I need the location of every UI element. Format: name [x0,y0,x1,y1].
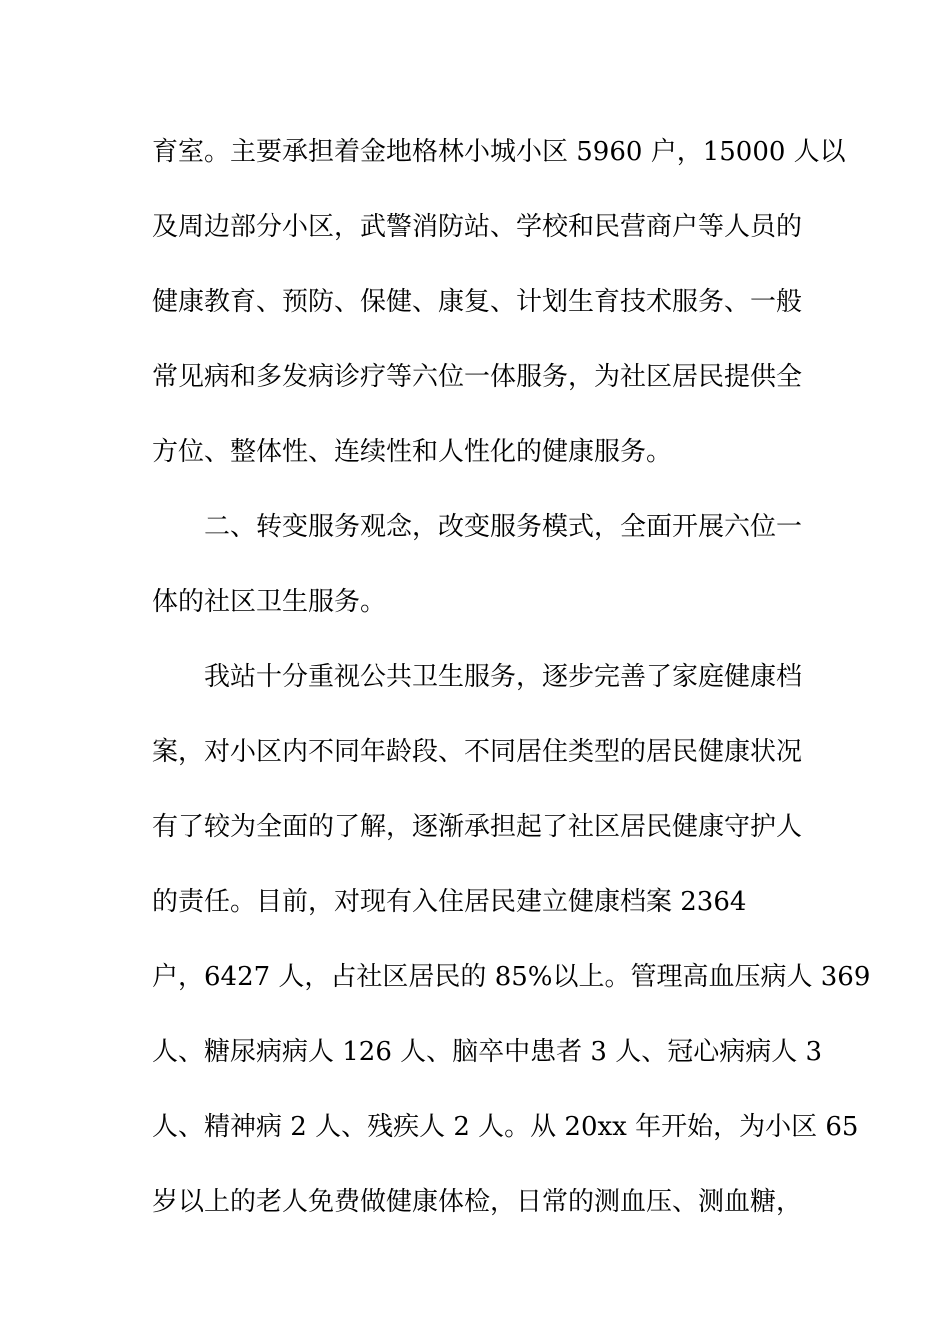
text-line: 及周边部分小区，武警消防站、学校和民营商户等人员的 [152,212,803,242]
text-line: 我站十分重视公共卫生服务，逐步完善了家庭健康档 [204,662,803,692]
text-line: 的责任。目前，对现有入住居民建立健康档案 2364 [152,887,747,917]
text-line: 育室。主要承担着金地格林小城小区 5960 户，15000 人以 [152,137,846,167]
section-heading-line: 二、转变服务观念，改变服务模式，全面开展六位一 [204,512,803,542]
text-line: 人、精神病 2 人、残疾人 2 人。从 20xx 年开始，为小区 65 [152,1112,859,1142]
section-heading-line: 体的社区卫生服务。 [152,587,387,617]
text-line: 健康教育、预防、保健、康复、计划生育技术服务、一般 [152,287,803,317]
text-line: 户，6427 人，占社区居民的 85%以上。管理高血压病人 369 [152,962,871,992]
text-line: 案，对小区内不同年龄段、不同居住类型的居民健康状况 [152,737,803,767]
text-line: 方位、整体性、连续性和人性化的健康服务。 [152,437,673,467]
text-line: 常见病和多发病诊疗等六位一体服务，为社区居民提供全 [152,362,803,392]
text-line: 岁以上的老人免费做健康体检，日常的测血压、测血糖， [152,1187,803,1217]
text-line: 人、糖尿病病人 126 人、脑卒中患者 3 人、冠心病病人 3 [152,1037,823,1067]
text-line: 有了较为全面的了解，逐渐承担起了社区居民健康守护人 [152,812,803,842]
